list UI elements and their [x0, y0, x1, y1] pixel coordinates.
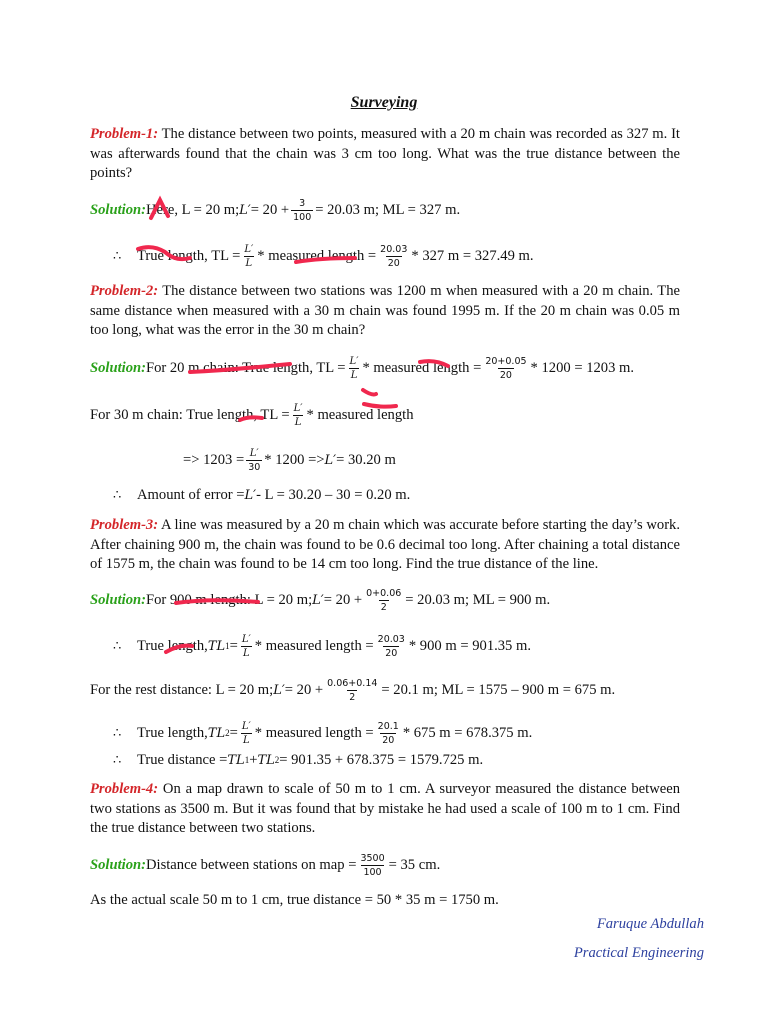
annotation-stroke: [363, 390, 376, 395]
fraction-20-03-over-20: $\frac{20.03}{20}$: [377, 633, 405, 659]
problem-3: [90, 516, 680, 575]
fraction-lprime-over-l: $\frac{L'}{L}$: [241, 720, 251, 746]
fraction-20-05-over-20: $\frac{20+0.05}{20}$: [485, 355, 527, 381]
therefore-symbol: ∴: [113, 752, 122, 767]
l-prime-var: L′: [312, 592, 324, 608]
solution-1-text-d: True length, TL =: [137, 247, 241, 264]
solution-2-text-e: * measured length: [306, 406, 414, 423]
solution-2-text-i: = 30.20 m: [336, 451, 396, 468]
solution-2-text-g: => 1203 =: [183, 451, 245, 468]
l-prime-var: L′: [244, 487, 257, 503]
solution-4-label: Solution:: [90, 856, 146, 873]
solution-1-label: Solution:: [90, 201, 146, 218]
page-title: Surveying: [350, 94, 418, 111]
l-prime-var: L′: [273, 682, 285, 698]
solution-1-true-length-line: [113, 236, 534, 276]
author-name: Faruque Abdullah: [596, 916, 704, 932]
solution-1-text-a: Here, L = 20 m;: [145, 201, 240, 218]
fraction-lprime-over-30: $\frac{L'}{30}$: [248, 447, 261, 473]
fraction-lprime-over-l: $\frac{L'}{L}$: [244, 243, 254, 269]
solution-3-tl2-line: ∴ True length, TL 2 = $\frac{L'}{L}$ * measured length = $\frac{20.1}{20}$ * 675 m = 678.375 m.: [113, 720, 533, 746]
therefore-symbol: ∴: [113, 638, 122, 653]
solution-3-text-i: = 20.1 m; ML = 1575 – 900 m = 675 m.: [381, 681, 616, 698]
solution-2-30m-line: [90, 395, 414, 435]
problem-4-text: On a map drawn to scale of 50 m to 1 cm. A surveyor measured the distance between two stations as 3500 m. But it was found that by mistake he had used a scale of 100 m to 1 cm. Find the true distance between two stations.: [90, 781, 680, 836]
solution-2-error-line: [113, 475, 410, 515]
solution-3-total-result: = 901.35 + 678.375 = 1579.725 m.: [279, 751, 484, 768]
solution-2-text-b: * measured length =: [362, 359, 482, 376]
l-prime-var: L′: [324, 452, 337, 468]
fraction-20-03-over-20: $\frac{20.03}{20}$: [380, 243, 408, 269]
solution-1-line: [90, 190, 460, 230]
fraction-3500-over-100: $\frac{3500}{100}$: [360, 852, 385, 878]
solution-2-text-a: For 20 m chain: True length, TL =: [145, 359, 346, 376]
solution-2-text-h: * 1200 =>: [264, 451, 325, 468]
therefore-symbol: ∴: [113, 725, 122, 740]
solution-2-equation-line: [183, 440, 396, 480]
solution-4-line: [90, 845, 440, 885]
fraction-lprime-over-l: $\frac{L'}{L}$: [349, 355, 359, 381]
solution-1-text-e: * measured length =: [257, 247, 377, 264]
solution-1-text-c: = 20.03 m; ML = 327 m.: [315, 201, 461, 218]
solution-3-tl2-result: * 675 m = 678.375 m.: [402, 724, 533, 741]
solution-3-text-h: For the rest distance: L = 20 m;: [90, 681, 274, 698]
fraction-0-06-over-2: $\frac{0+0.06}{2}$: [366, 587, 402, 613]
solution-4-text-a: Distance between stations on map =: [145, 856, 357, 873]
problem-1: [90, 125, 680, 184]
solution-2-line: [90, 348, 634, 388]
solution-3-text-b: = 20 +: [323, 591, 363, 608]
problem-2-label: Problem-2:: [90, 283, 159, 299]
therefore-symbol: ∴: [113, 248, 122, 263]
solution-3-line: [90, 580, 550, 620]
solution-3-tl1-line: ∴ True length, TL 1 = $\frac{L'}{L}$ * measured length = $\frac{20.03}{20}$ * 900 m = 901.35 m.: [113, 633, 532, 659]
solution-1-text-b: = 20 +: [250, 201, 290, 218]
solution-3-text-c: = 20.03 m; ML = 900 m.: [405, 591, 551, 608]
fraction-lprime-over-l: $\frac{L'}{L}$: [241, 633, 251, 659]
problem-4-label: Problem-4:: [90, 781, 159, 797]
problem-3-text: A line was measured by a 20 m chain which was accurate before starting the day’s work. After chaining 900 m, the chain was found to be 0.6 decimal too long. After chaining a total distance of 1575 m, the chain was found to be 14 cm too long. Find the true distance of the line.: [90, 517, 680, 572]
solution-4-result: As the actual scale 50 m to 1 cm, true distance = 50 * 35 m = 1750 m.: [90, 891, 499, 908]
solution-2-text-d: For 30 m chain: True length, TL =: [90, 406, 290, 423]
solution-2-result: - L = 30.20 – 30 = 0.20 m.: [256, 486, 411, 503]
solution-4-result-line: [90, 880, 499, 920]
solution-3-total-line: ∴ True distance = TL 1 + TL 2 = 901.35 + 678.375 = 1579.725 m.: [113, 751, 484, 768]
solution-3-tl1-result: * 900 m = 901.35 m.: [408, 637, 532, 654]
solution-3-text-d: True length,: [137, 637, 208, 654]
l-prime-var: L′: [239, 202, 251, 218]
solution-2-label: Solution:: [90, 359, 146, 376]
fraction-3-over-100: $\frac{3}{100}$: [293, 197, 312, 223]
problem-1-text: The distance between two points, measured with a 20 m chain was recorded as 327 m. It was afterwards found that the chain was 3 cm too long. What was the true distance between the points?: [90, 126, 680, 181]
problem-1-label: Problem-1:: [90, 126, 159, 142]
author-org: Practical Engineering: [573, 945, 704, 961]
solution-3-label: Solution:: [90, 591, 146, 608]
problem-4: [90, 780, 680, 839]
problem-2-text: The distance between two stations was 1200 m when measured with a 20 m chain. The same distance when measured with a 30 m chain was found 1995 m. If the 20 m chain was 0.05 m too long, what was the error in the 30 m chain?: [90, 283, 680, 338]
fraction-0-14-over-2: $\frac{0.06+0.14}{2}$: [327, 677, 378, 703]
solution-1-result: * 327 m = 327.49 m.: [411, 247, 534, 264]
fraction-lprime-over-l: $\frac{L'}{L}$: [293, 402, 303, 428]
solution-2-text-j: Amount of error =: [137, 486, 245, 503]
problem-2: [90, 282, 680, 341]
problem-3-label: Problem-3:: [90, 517, 159, 533]
solution-3-text-a: For 900 m length: L = 20 m;: [145, 591, 313, 608]
solution-2-result: * 1200 = 1203 m.: [530, 359, 635, 376]
solution-3-rest-line: For the rest distance: L = 20 m; L′ = 20 + $\frac{0.06+0.14}{2}$ = 20.1 m; ML = 1575 – 900 m = 675 m.: [90, 677, 616, 703]
fraction-20-1-over-20: $\frac{20.1}{20}$: [377, 720, 399, 746]
solution-4-text-b: = 35 cm.: [388, 856, 441, 873]
therefore-symbol: ∴: [113, 487, 122, 502]
